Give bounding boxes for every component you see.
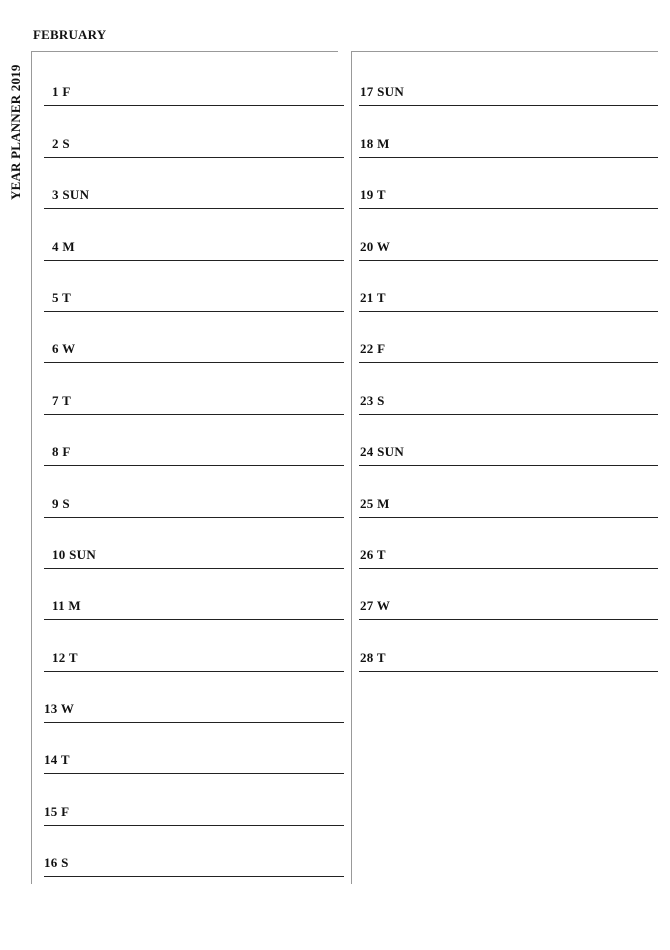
day-label: 12 T xyxy=(52,649,78,665)
day-label: 18 M xyxy=(360,135,390,151)
day-row[interactable] xyxy=(44,569,344,620)
day-row[interactable] xyxy=(359,363,658,414)
right-column-top-border xyxy=(351,51,658,52)
day-label: 7 T xyxy=(52,392,72,408)
day-row[interactable] xyxy=(44,106,344,157)
day-row[interactable] xyxy=(359,55,658,106)
day-label: 19 T xyxy=(360,187,386,203)
day-row[interactable] xyxy=(44,55,344,106)
writing-line xyxy=(44,876,344,877)
day-row[interactable] xyxy=(44,723,344,774)
day-row[interactable] xyxy=(359,312,658,363)
day-label: 17 SUN xyxy=(360,84,405,100)
day-row[interactable] xyxy=(44,158,344,209)
day-row[interactable] xyxy=(44,415,344,466)
day-label: 13 W xyxy=(44,701,75,717)
right-day-column xyxy=(359,55,658,672)
day-label: 3 SUN xyxy=(52,187,90,203)
day-row[interactable] xyxy=(44,518,344,569)
left-column-top-border xyxy=(31,51,338,52)
day-label: 28 T xyxy=(360,649,386,665)
day-row[interactable] xyxy=(44,620,344,671)
left-column-side-border xyxy=(31,51,32,884)
day-label: 27 W xyxy=(360,598,391,614)
day-row[interactable] xyxy=(359,466,658,517)
day-row[interactable] xyxy=(359,158,658,209)
day-label: 21 T xyxy=(360,289,386,305)
day-label: 26 T xyxy=(360,546,386,562)
day-row[interactable] xyxy=(359,415,658,466)
day-label: 24 SUN xyxy=(360,444,405,460)
day-row[interactable] xyxy=(44,363,344,414)
left-day-column xyxy=(44,55,344,877)
day-label: 1 F xyxy=(52,84,71,100)
day-row[interactable] xyxy=(44,826,344,877)
day-row[interactable] xyxy=(44,261,344,312)
month-title: FEBRUARY xyxy=(33,27,107,42)
day-label: 6 W xyxy=(52,341,76,357)
day-row[interactable] xyxy=(359,620,658,671)
writing-line xyxy=(359,671,658,672)
day-label: 9 S xyxy=(52,495,70,511)
planner-side-title: YEAR PLANNER 2019 xyxy=(8,64,23,200)
day-label: 16 S xyxy=(44,855,69,871)
day-label: 23 S xyxy=(360,392,385,408)
day-label: 22 F xyxy=(360,341,386,357)
day-label: 8 F xyxy=(52,444,71,460)
day-row[interactable] xyxy=(359,569,658,620)
day-row[interactable] xyxy=(44,774,344,825)
day-label: 14 T xyxy=(44,752,70,768)
day-row[interactable] xyxy=(359,209,658,260)
day-label: 10 SUN xyxy=(52,546,97,562)
day-row[interactable] xyxy=(44,466,344,517)
day-label: 25 M xyxy=(360,495,390,511)
day-label: 11 M xyxy=(52,598,82,614)
day-label: 20 W xyxy=(360,238,391,254)
day-row[interactable] xyxy=(44,672,344,723)
day-row[interactable] xyxy=(44,209,344,260)
day-label: 4 M xyxy=(52,238,75,254)
right-column-side-border xyxy=(351,51,352,884)
day-label: 5 T xyxy=(52,289,72,305)
day-label: 15 F xyxy=(44,803,70,819)
day-row[interactable] xyxy=(44,312,344,363)
day-label: 2 S xyxy=(52,135,70,151)
day-row[interactable] xyxy=(359,106,658,157)
day-row[interactable] xyxy=(359,518,658,569)
day-row[interactable] xyxy=(359,261,658,312)
